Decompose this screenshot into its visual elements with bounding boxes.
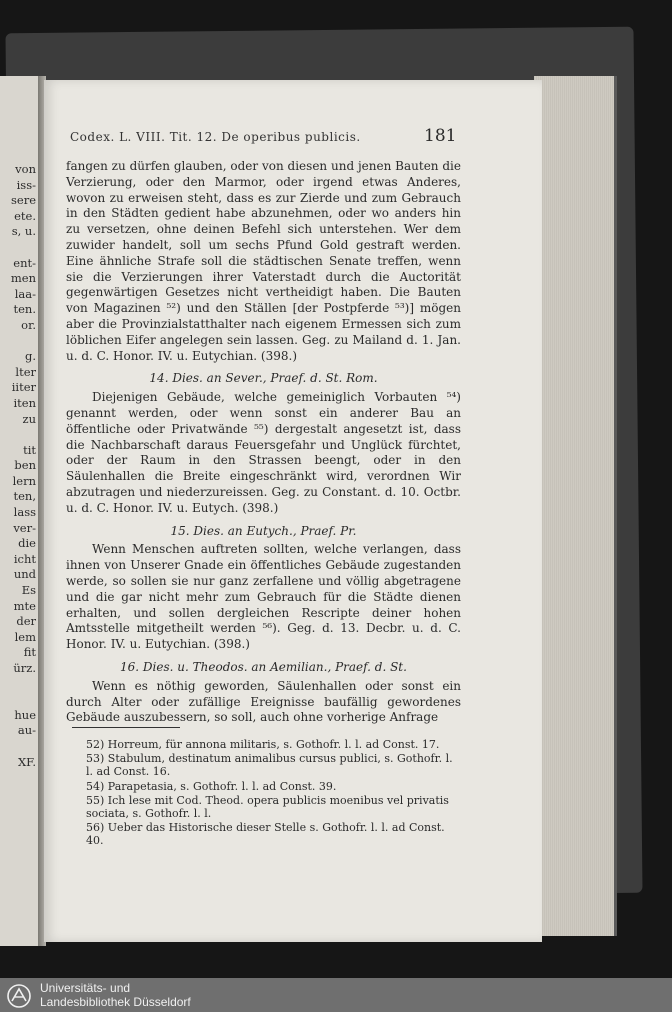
left-page-fragment: die: [18, 536, 36, 551]
left-page-fragment: or.: [21, 317, 36, 332]
left-page-fragment: [0, 739, 36, 755]
left-page-fragment: s, u.: [11, 224, 36, 239]
library-name-line2: Landesbibliothek Düsseldorf: [40, 995, 191, 1009]
left-page-fragment: von: [15, 162, 36, 176]
running-title: Codex. L. VIII. Tit. 12. De operibus publicis.: [70, 130, 361, 144]
left-page-fragment: [0, 334, 36, 350]
running-header: [70, 130, 460, 144]
left-page-fragment: au-: [17, 723, 36, 738]
left-page-fragment: ver-: [13, 520, 36, 535]
page-body: [66, 159, 461, 726]
footnote-rule: [72, 727, 180, 728]
library-name: [40, 981, 191, 1009]
paragraph-16: Wenn es nöthig geworden, Säulenhallen oder sonst ein durch Alter oder zufällige Ereignisse baufällig gewordenes Gebäude auszubessern, so soll, auch ohne vorherige Anfrage: [66, 678, 461, 725]
footnote-54: 54) Parapetasia, s. Gothofr. l. l. ad Const. 39.: [86, 779, 337, 793]
left-page-fragment: lern: [12, 473, 36, 488]
paragraph-13-continued: fangen zu dürfen glauben, oder von diesen und jenen Bauten die Verzierung, oder den Marmor, oder irgend etwas Anderes, wovon zu erweisen steht, dass es zur Zierde und zum Gebrauch in den Städten gedient habe abzunehmen, oder wo anders hin zu versetzen, ohne deinen Befehl sich unterstehen. Wer dem zuwider handelt, soll um sechs Pfund Gold gestraft werden. Eine ähnliche Strafe soll die städtischen Senate treffen, wenn sie die Verzierungen ihrer Vaterstadt durch die Auctorität gegenwärtigen Gesetzes nicht vertheidigt haben. Die Bauten von Magazinen ⁵²) und den Ställen [der Postpferde ⁵³)] mögen aber die Provinzialstatthalter nach eigenem Ermessen sich zum löblichen Eifer angelegen sein lassen. Geg. zu Mailand d. 1. Jan. u. d. C. Honor. IV. u. Eutychian. (398.): [66, 159, 461, 363]
footnote-55: 55) Ich lese mit Cod. Theod. opera publicis moenibus vel privatis sociata, s. Gothofr. l. l.: [86, 793, 449, 821]
left-page-fragment: [0, 240, 36, 256]
paragraph-14: Diejenigen Gebäude, welche gemeiniglich Vorbauten ⁵⁴) genannt werden, oder wenn sonst ein anderer Bau an öffentliche oder Privatwände ⁵⁵) dergestalt angesetzt ist, dass die Nachbarschaft daraus Feuersgefahr und Unglück fürchtet, oder der Raum in den Strassen beengt, oder in den Säulenhallen die Breite eingeschränkt wird, verordnen Wir abzutragen und niederzureissen. Geg. zu Constant. d. 10. Octbr. u. d. C. Honor. IV. u. Eutych. (398.): [66, 390, 461, 515]
footnotes: [86, 738, 460, 849]
left-page-fragment: [0, 692, 36, 708]
left-page-fragment: lter: [15, 364, 36, 379]
left-page-fragment: Es: [21, 583, 36, 598]
left-page-fragment: ten,: [13, 489, 36, 504]
left-page-fragment: zu: [22, 411, 36, 426]
section-14-heading: 14. Dies. an Sever., Praef. d. St. Rom.: [149, 371, 378, 386]
left-page-fragment: g.: [24, 349, 36, 364]
left-page-fragment: ürz.: [13, 661, 36, 675]
left-page-fragment: [0, 677, 36, 693]
left-page-fragment: ten.: [13, 302, 36, 317]
left-page-text: [0, 162, 36, 770]
left-page-fragment: laa-: [14, 286, 36, 301]
paragraph-15: Wenn Menschen auftreten sollten, welche verlangen, dass ihnen von Unserer Gnade ein öffentliches Gebäude zugestanden werde, so sollen sie nur ganz zerfallene und völlig abgetragene und die gar nicht mehr zum Gebrauch für die Städte dienen erhalten, und sollen dergleichen Rescripte deiner hohen Amtsstelle mitgetheilt werden ⁵⁶). Geg. d. 13. Decbr. u. d. C. Honor. IV. u. Eutychian. (398.): [66, 542, 461, 652]
library-name-line1: Universitäts- und: [40, 981, 131, 995]
left-page-fragment: lem: [14, 629, 36, 644]
page-edges: [534, 76, 617, 936]
section-15-heading: 15. Dies. an Eutych., Praef. Pr.: [170, 523, 357, 538]
left-page-fragment: der: [16, 614, 36, 629]
left-page-fragment: iiter: [11, 380, 36, 395]
section-16-heading: 16. Dies. u. Theodos. an Aemilian., Praef. d. St.: [120, 659, 407, 674]
left-page-fragment: lass: [13, 505, 36, 520]
left-page-fragment: [0, 427, 36, 443]
footnote-53: 53) Stabulum, destinatum animalibus cursus publici, s. Gothofr. l. l. ad Const. 16.: [86, 752, 453, 779]
left-page-fragment: ent-: [13, 255, 36, 270]
library-logo-icon: [6, 983, 32, 1009]
left-page-fragment: icht: [13, 551, 36, 566]
left-page-fragment: fit: [23, 645, 36, 660]
page-number: 181: [424, 126, 457, 146]
left-page-fragment: ete.: [14, 208, 36, 223]
left-page-fragment: ben: [14, 458, 36, 473]
left-page-fragment: hue: [14, 707, 36, 722]
left-page-fragment: tit: [23, 442, 36, 457]
left-page-fragment: mte: [13, 598, 36, 613]
left-page: [0, 76, 40, 946]
left-page-fragment: XF.: [17, 754, 36, 769]
left-page-fragment: iten: [13, 395, 36, 410]
footnote-52: 52) Horreum, für annona militaris, s. Gothofr. l. l. ad Const. 17.: [86, 738, 440, 751]
left-page-fragment: und: [13, 567, 36, 582]
left-page-fragment: iss-: [16, 177, 36, 192]
left-page-fragment: men: [10, 271, 36, 286]
footnote-56: 56) Ueber das Historische dieser Stelle s. Gothofr. l. l. ad Const. 40.: [86, 821, 445, 848]
left-page-fragment: sere: [10, 193, 36, 208]
